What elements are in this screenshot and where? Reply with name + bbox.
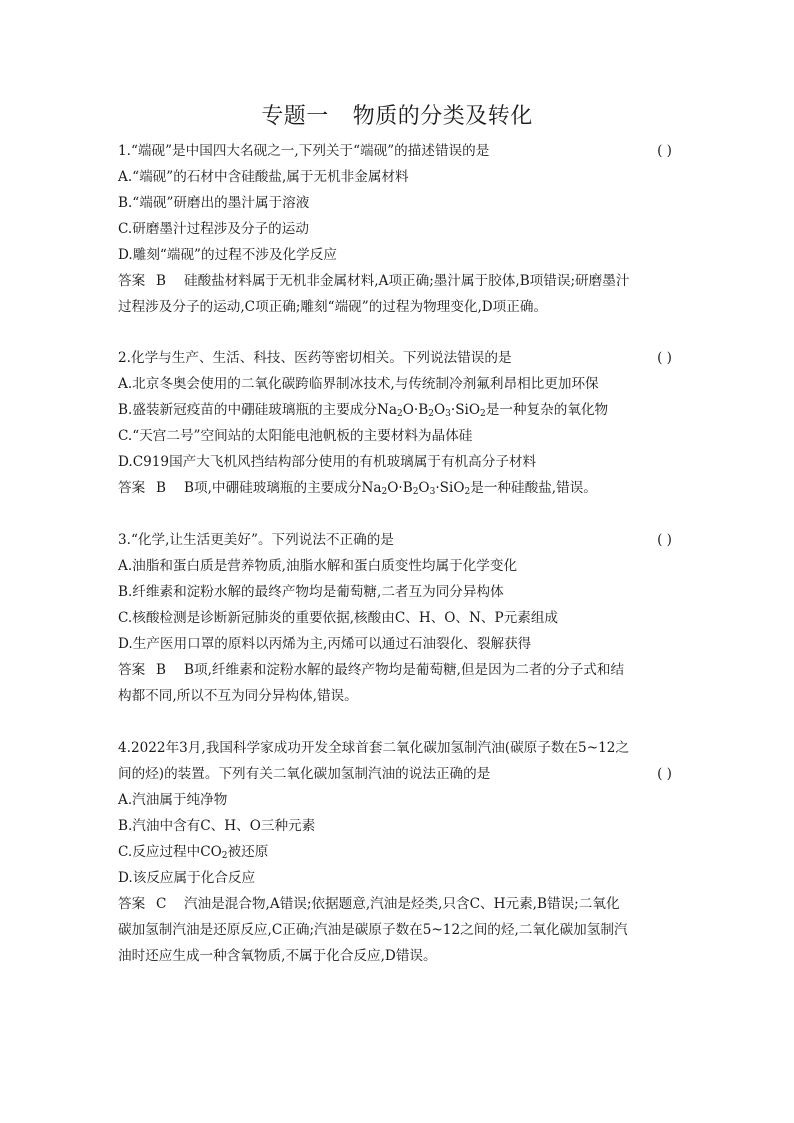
question-2-option-d: D.C919国产大飞机风挡结构部分使用的有机玻璃属于有机高分子材料 xyxy=(118,454,537,470)
question-3-option-a: A.油脂和蛋白质是营养物质,油脂水解和蛋白质变性均属于化学变化 xyxy=(118,558,518,574)
answer-label: 答案 xyxy=(118,480,146,496)
answer-key: B xyxy=(156,662,166,678)
question-1-option-b: B.“端砚”研磨出的墨汁属于溶液 xyxy=(118,195,310,211)
answer-label: 答案 xyxy=(118,896,146,912)
question-3-option-b: B.纤维素和淀粉水解的最终产物均是葡萄糖,二者互为同分异构体 xyxy=(118,584,504,600)
answer-key: B xyxy=(156,480,166,496)
question-1-answer xyxy=(118,271,678,291)
answer-bracket: ( ) xyxy=(657,350,672,366)
question-2-option-c: C.“天宫二号”空间站的太阳能电池帆板的主要材料为晶体硅 xyxy=(118,428,473,444)
title-part-2: 物质的分类及转化 xyxy=(352,104,533,129)
question-3-option-d: D.生产医用口罩的原料以丙烯为主,丙烯可以通过石油裂化、裂解获得 xyxy=(118,636,532,652)
question-3-answer xyxy=(118,660,678,680)
question-1-option-a: A.“端砚”的石材中含硅酸盐,属于无机非金属材料 xyxy=(118,169,409,185)
question-4-stem-cont: 间的烃)的装置。下列有关二氧化碳加氢制汽油的说法正确的是 ( ) xyxy=(118,766,672,782)
answer-bracket: ( ) xyxy=(657,532,672,548)
question-2-option-a: A.北京冬奥会使用的二氧化碳跨临界制冰技术,与传统制冷剂氟利昂相比更加环保 xyxy=(118,376,599,392)
answer-label: 答案 xyxy=(118,273,146,289)
title-part-1: 专题一 xyxy=(261,104,329,129)
answer-key: B xyxy=(156,273,166,289)
question-3-explanation-cont: 构都不同,所以不互为同分异构体,错误。 xyxy=(118,688,358,704)
question-4-explanation-cont: 碳加氢制汽油是还原反应,C正确;汽油是碳原子数在5~12之间的烃,二氧化碳加氢制汽 xyxy=(118,922,628,938)
question-4-explanation-cont-2: 油时还应生成一种含氧物质,不属于化合反应,D错误。 xyxy=(118,948,437,964)
question-4-option-d: D.该反应属于化合反应 xyxy=(118,870,256,886)
question-4-stem: 4.2022年3月,我国科学家成功开发全球首套二氧化碳加氢制汽油(碳原子数在5~12之 xyxy=(118,740,629,756)
question-4-option-a: A.汽油属于纯净物 xyxy=(118,792,228,808)
answer-label: 答案 xyxy=(118,662,146,678)
answer-explanation: 汽油是混合物,A错误;依据题意,汽油是烃类,只含C、H元素,B错误;二氧化 xyxy=(184,896,620,912)
answer-explanation: B项,中硼硅玻璃瓶的主要成分$Na_2O\cdot B_2O_3\cdot SiO_2$是一种硅酸盐,错误。 xyxy=(184,480,597,497)
answer-explanation: B项,纤维素和淀粉水解的最终产物均是葡萄糖,但是因为二者的分子式和结 xyxy=(184,662,625,678)
question-2-option-b: B.盛装新冠疫苗的中硼硅玻璃瓶的主要成分$Na_2O\cdot B_2O_3\cdot SiO_2$是一种复杂的氧化物 xyxy=(118,402,609,419)
question-1-option-c: C.研磨墨汁过程涉及分子的运动 xyxy=(118,221,309,237)
question-2-stem: 2.化学与生产、生活、科技、医药等密切相关。下列说法错误的是 ( ) xyxy=(118,350,672,366)
page-title xyxy=(0,101,794,133)
question-1-stem: 1.“端砚”是中国四大名砚之一,下列关于“端砚”的描述错误的是 ( ) xyxy=(118,143,672,159)
question-4-option-c: C.反应过程中$CO_2$被还原 xyxy=(118,844,269,861)
answer-key: C xyxy=(156,896,167,912)
question-1-option-d: D.雕刻“端砚”的过程不涉及化学反应 xyxy=(118,247,337,263)
question-3-option-c: C.核酸检测是诊断新冠肺炎的重要依据,核酸由C、H、O、N、P元素组成 xyxy=(118,610,559,626)
question-4-option-b: B.汽油中含有C、H、O三种元素 xyxy=(118,818,316,834)
question-4-answer xyxy=(118,894,678,914)
question-2-answer xyxy=(118,478,678,498)
answer-bracket: ( ) xyxy=(657,143,672,159)
answer-explanation: 硅酸盐材料属于无机非金属材料,A项正确;墨汁属于胶体,B项错误;研磨墨汁 xyxy=(184,273,630,289)
answer-bracket: ( ) xyxy=(657,766,672,782)
question-1-explanation-cont: 过程涉及分子的运动,C项正确;雕刻“端砚”的过程为物理变化,D项正确。 xyxy=(118,299,548,315)
question-3-stem: 3.“化学,让生活更美好”。下列说法不正确的是 ( ) xyxy=(118,532,672,548)
